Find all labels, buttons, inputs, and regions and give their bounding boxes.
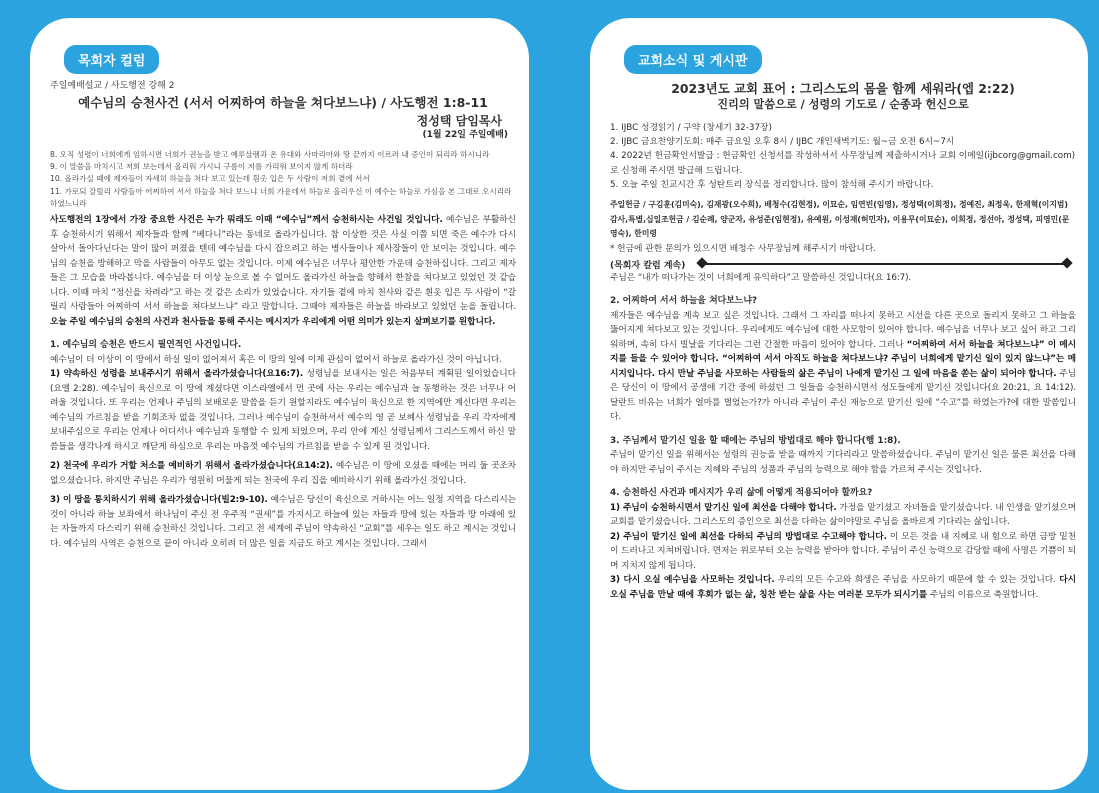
point-3-paragraph bbox=[50, 493, 516, 551]
section-3-text: 주님이 맡기신 일을 위해서는 성령의 권능을 받을 때까지 기다리라고 말씀하셨습니다. 주님이 맡기신 일은 물론 최선을 다해야 하지만 주님이 주시는 지혜와 주님의 성품과 주님의 능력으로 해야 함을 가르쳐 주시는 것입니다. bbox=[610, 450, 1076, 475]
section-4-point-1 bbox=[610, 501, 1076, 530]
s4-3-text: 우리의 모든 수고와 희생은 주님을 사모하기 때문에 할 수 있는 것입니다. bbox=[774, 575, 1056, 586]
continued-text: 주님은 “내가 떠나가는 것이 너희에게 유익하다”고 말씀하신 것입니다(요 16:7). bbox=[610, 272, 912, 283]
offering-sunday: 주일헌금 / 구김훈(김미숙), 김재광(오수희), 배청수(김현정), 이묘순, 임연빈(임영), 정성택(이희정), 정예진, 최정욱, 한재혁(이지범) bbox=[610, 200, 1068, 210]
section-4-point-3 bbox=[610, 573, 1076, 602]
intro-text: 예수님은 부활하신 후 승천하시기 위해서 제자들과 함께 “베다니”라는 동네로 올라가십니다. 참 이상한 것은 사실 이쯤 되면 죽은 예수가 다시 살아서 돌아다닌다는 말이 많이 퍼졌을 텐데 예수님을 다시 잡으려고 하는 병사들이나 제사장들이 안 보이는 것입니다. 예수님의 승천을 방해하고 막을 사람들이 아무도 없는 것입니다. 이제 예수님은 너무나 평안한 가운데 승천하십니다. 그리고 제자들은 그 모습을 바라봅니다. 예수님을 더 이상 눈으로 볼 수 없어도 올라가신 하늘을 향해서 한참을 쳐다보고 있었던 것 같습니다. 이때 마치 “정신을 차려라”고 하는 것 같은 소리가 있었습니다. 자기들 곁에 마치 천사와 같은 흰옷 입은 두 사람이 “갈릴리 사람들아 어찌하여 서서 하늘을 쳐다보느냐” 라고 말합니다. 그때야 제자들은 하늘을 바라보고 있었던 눈을 돌립니다. bbox=[50, 215, 516, 313]
diamond-divider bbox=[701, 259, 1068, 269]
section-4-point-2 bbox=[610, 530, 1076, 574]
section-3-heading: 3. 주님께서 맡기신 일을 할 때에는 주님의 방법대로 해야 합니다(행 1:8). bbox=[610, 435, 901, 446]
scripture-verses bbox=[50, 149, 516, 210]
diamond-right-icon bbox=[1061, 258, 1072, 269]
offering-note: * 헌금에 관한 문의가 있으시면 배청수 사무장님께 해주시기 바랍니다. bbox=[610, 243, 877, 254]
point-3-bold: 3) 이 땅을 통치하시기 위해 올라가셨습니다(빌2:9-10). bbox=[50, 495, 268, 506]
church-news-panel bbox=[590, 18, 1088, 790]
sermon-title: 예수님의 승천사건 (서서 어찌하여 하늘을 쳐다보느냐) / 사도행전 1:8-11 bbox=[78, 95, 488, 110]
verse-9: 9. 이 말씀을 마치시고 저희 보는데서 올리워 가시니 구름이 저를 가리워 보이지 않게 하더라 bbox=[50, 162, 353, 172]
column-continued-row bbox=[610, 258, 1076, 271]
s4-1-text: 가정을 맡기셨고 자녀들을 맡기셨습니다. 내 인생을 맡기셨으며 교회를 맡기셨습니다. 그리스도의 증인으로 최선을 다하는 삶이야말로 주님을 올바르게 기다리는 삶입니다. bbox=[610, 502, 1076, 528]
church-news-tab: 교회소식 및 게시판 bbox=[624, 45, 762, 74]
section-2-paragraph bbox=[610, 309, 1076, 425]
offering-list bbox=[610, 198, 1076, 242]
s4-3-text-2: 주님의 이름으로 축원합니다. bbox=[927, 589, 1039, 600]
news-item: 4. 2022년 헌금확인서발급 : 헌금확인 신청서를 작성하셔서 사무장님께 제출하시거나 교회 이메일(ijbcorg@gmail.com)로 신청해 주시면 발급해 드립니다. bbox=[610, 151, 1076, 176]
verse-8: 8. 오직 성령이 너희에게 임하시면 너희가 권능을 받고 예루살렘과 온 유대와 사마리아와 땅 끝까지 이르러 내 증인이 되리라 하시니라 bbox=[50, 150, 490, 159]
column-continued-label: (목회자 칼럼 계속) bbox=[610, 260, 686, 271]
point-2-paragraph bbox=[50, 459, 516, 488]
section-1-text: 예수님이 더 이상이 이 땅에서 하실 일이 없어져서 혹은 이 땅의 일에 이제 관심이 없어서 하늘로 올라가신 것이 아닙니다. bbox=[50, 354, 502, 365]
s4-3-bold: 3) 다시 오실 예수님을 사모하는 것입니다. bbox=[610, 575, 775, 586]
section-1-heading: 1. 예수님의 승천은 반드시 필연적인 사건입니다. bbox=[50, 340, 242, 351]
s4-3-bold-2: 다시 오실 주님을 만날 때에 후회가 없는 삶, 칭찬 받는 삶을 사는 여러분 모두가 되시기를 bbox=[610, 575, 1077, 600]
pastor-name: 정성택 담임목사 bbox=[416, 114, 502, 128]
church-motto-sub: 진리의 말씀으로 / 성령의 기도로 / 순종과 헌신으로 bbox=[717, 98, 969, 111]
s4-2-bold: 2) 주님이 맡기신 일에 최선을 다하되 주님의 방법대로 수고해야 합니다. bbox=[610, 531, 887, 542]
news-item: 5. 오늘 주일 친교시간 후 성탄트리 장식을 정리합니다. 많이 참석해 주시기 바랍니다. bbox=[610, 179, 934, 190]
verse-11: 11. 가로되 갈릴리 사람들아 어찌하여 서서 하늘을 쳐다 보느냐 너희 가운데서 하늘로 올리우신 이 예수는 하늘로 가심을 본 그대로 오시리라 하였느니라 bbox=[50, 186, 512, 208]
intro-paragraph bbox=[50, 213, 516, 329]
point-1-text: 성령님을 보내시는 일은 처음부터 계획된 일이었습니다(요엘 2:28). 예수님이 육신으로 이 땅에 계셨다면 이스라엘에서 먼 곳에 사는 우리는 예수님과 늘 동행하는 것은 너무나 어려울 것입니다. 또 우리는 언제나 주님의 보배로운 말씀을 듣기 원할지라도 예수님이 육신으로 한 지역에만 계신다면 우리는 예수님의 가르침을 받을 기회조차 없을 것입니다. 그러나 예수님이 승천하셔서 예수의 영 곧 보혜사 성령님을 우리 각자에게 보내주심으로 우리는 언제나 어디서나 예수님과 동행할 수 있게 되었으며, 우리 안에 계신 성령님께서 그리스도께서 하신 말씀들을 생각나게 하시고 깨닫게 하심으로 우리는 마음껏 예수님의 가르침을 받을 수 있게 된 것입니다. bbox=[50, 369, 516, 452]
sermon-series: 주일예배설교 / 사도행전 강해 2 bbox=[50, 81, 175, 91]
point-3-text: 예수님은 당신이 육신으로 거하시는 어느 일정 지역을 다스리시는 것이 아니라 하늘 보좌에서 하나님이 주신 전 우주적 “권세”를 가지시고 하늘에 있는 자들과 땅에 있는 자들과 땅 아래에 있는 자들까지 다스리기 위해 승천하신 것입니다. 그리고 전 세계에 주님이 약속하신 “교회”를 세우는 일도 하고 계시는 것입니다. 예수님의 사역은 승천으로 끝이 아니라 오히려 더 많은 일을 지금도 하고 계시는 것입니다. 그래서 bbox=[50, 495, 516, 549]
section-2-bold: “어찌하여 서서 하늘을 쳐다보느냐” 이 메시지를 들을 수 있어야 합니다. “어찌하여 서서 아직도 하늘을 쳐다보느냐? 주님이 너희에게 맡기신 일이 있지 않느냐”는 메시지입니다. 다시 만날 주님을 사모하는 사람들의 삶은 주님이 나에게 맡기신 그 일에 마음을 쏟는 삶이 되어야 합니다. bbox=[610, 339, 1076, 379]
s4-1-bold: 1) 주님이 승천하시면서 맡기신 일에 최선을 다해야 합니다. bbox=[610, 502, 837, 513]
point-1-bold: 1) 약속하신 성령을 보내주시기 위해서 올라가셨습니다(요16:7). bbox=[50, 369, 304, 380]
news-list bbox=[610, 121, 1076, 192]
diamond-left-icon bbox=[697, 258, 708, 269]
section-4-heading: 4. 승천하신 사건과 메시지가 우리 삶에 어떻게 적용되어야 할까요? bbox=[610, 488, 873, 499]
s4-2-text: 이 모든 것을 내 지혜로 내 힘으로 하면 금방 밑천이 드러나고 지쳐버립니다. 면저는 위로부터 오는 능력을 받아야 합니다. 주님이 주신 능력으로 감당할 때에 사명은 기쁨이 되며 지치지 않게 됩니다. bbox=[610, 531, 1076, 571]
news-item: 1. IJBC 성경읽기 / 구약 (창세기 32-37장) bbox=[610, 123, 772, 133]
section-2-heading: 2. 어찌하여 서서 하늘을 쳐다보느냐? bbox=[610, 296, 758, 307]
pastor-column-tab: 목회자 컬럼 bbox=[64, 45, 159, 74]
offering-special: 감사,특별,십일조헌금 / 김순례, 양군자, 유성준(임현정), 유예원, 이성재(허민자), 이용무(이묘순), 이희정, 정선아, 정성택, 피영민(문영숙), 한미령 bbox=[610, 214, 1070, 239]
point-2-bold: 2) 천국에 우리가 거할 처소를 예비하기 위해서 올라가셨습니다(요14:2). bbox=[50, 461, 333, 472]
point-1-paragraph bbox=[50, 367, 516, 454]
news-item: 2. IJBC 금요찬양기도회: 매주 금요일 오후 8시 / IJBC 개인새벽기도: 월~금 오전 6시~7시 bbox=[610, 137, 955, 148]
intro-bold: 사도행전의 1장에서 가장 중요한 사건은 누가 뭐래도 이때 “예수님”께서 승천하시는 사건일 것입니다. bbox=[50, 215, 443, 226]
section-2-text: 제자들은 예수님을 계속 보고 싶은 것입니다. 그래서 그 자리를 떠나지 못하고 시선을 다른 곳으로 돌리지 못하고 그 하늘을 뚫어지게 쳐다보고 있는 것입니다. 우리에게도 예수님에 대한 사모함이 있어야 합니다. 예수님을 너무나 보고 싶어 하고 그리워하며, 속히 다시 빌날을 기다리는 그런 간절한 마음이 있어야 합니다. 그러나 bbox=[610, 310, 1076, 350]
church-motto: 2023년도 교회 표어 : 그리스도의 몸을 함께 세워라(엡 2:22) bbox=[671, 81, 1015, 96]
pastor-column-panel bbox=[30, 18, 529, 790]
sermon-date: (1월 22일 주일예배) bbox=[422, 130, 508, 140]
intro-bold-2: 오늘 주일 예수님의 승천의 사건과 천사들을 통해 주시는 메시지가 우리에게 어떤 의미가 있는지 살펴보기를 원합니다. bbox=[50, 316, 496, 327]
point-2-text: 예수님은 이 땅에 오셨을 때에는 머리 둘 곳조차 없으셨습니다. 하지만 주님은 우리가 영원히 머물게 되는 천국에 우리 집을 예비하시기 위해 올라가신 것입니다. bbox=[50, 461, 516, 486]
section-2-text-2: 주님은 당신이 이 땅에서 공생애 기간 중에 하셨던 그 일들을 승천하시면서 성도들에게 맡기신 것입니다(요 20:21, 요 14:12). 달란트 비유는 너희가 얼마를 벌었는가?가 아니라 주님이 주신 재능으로 맡기신 일에 “수고”를 하였는가?에 대한 말씀입니다. bbox=[610, 368, 1077, 423]
verse-10: 10. 올라가실 때에 제자들이 자세히 하늘을 쳐다 보고 있는데 흰옷 입은 두 사람이 저희 곁에 서서 bbox=[50, 174, 370, 184]
